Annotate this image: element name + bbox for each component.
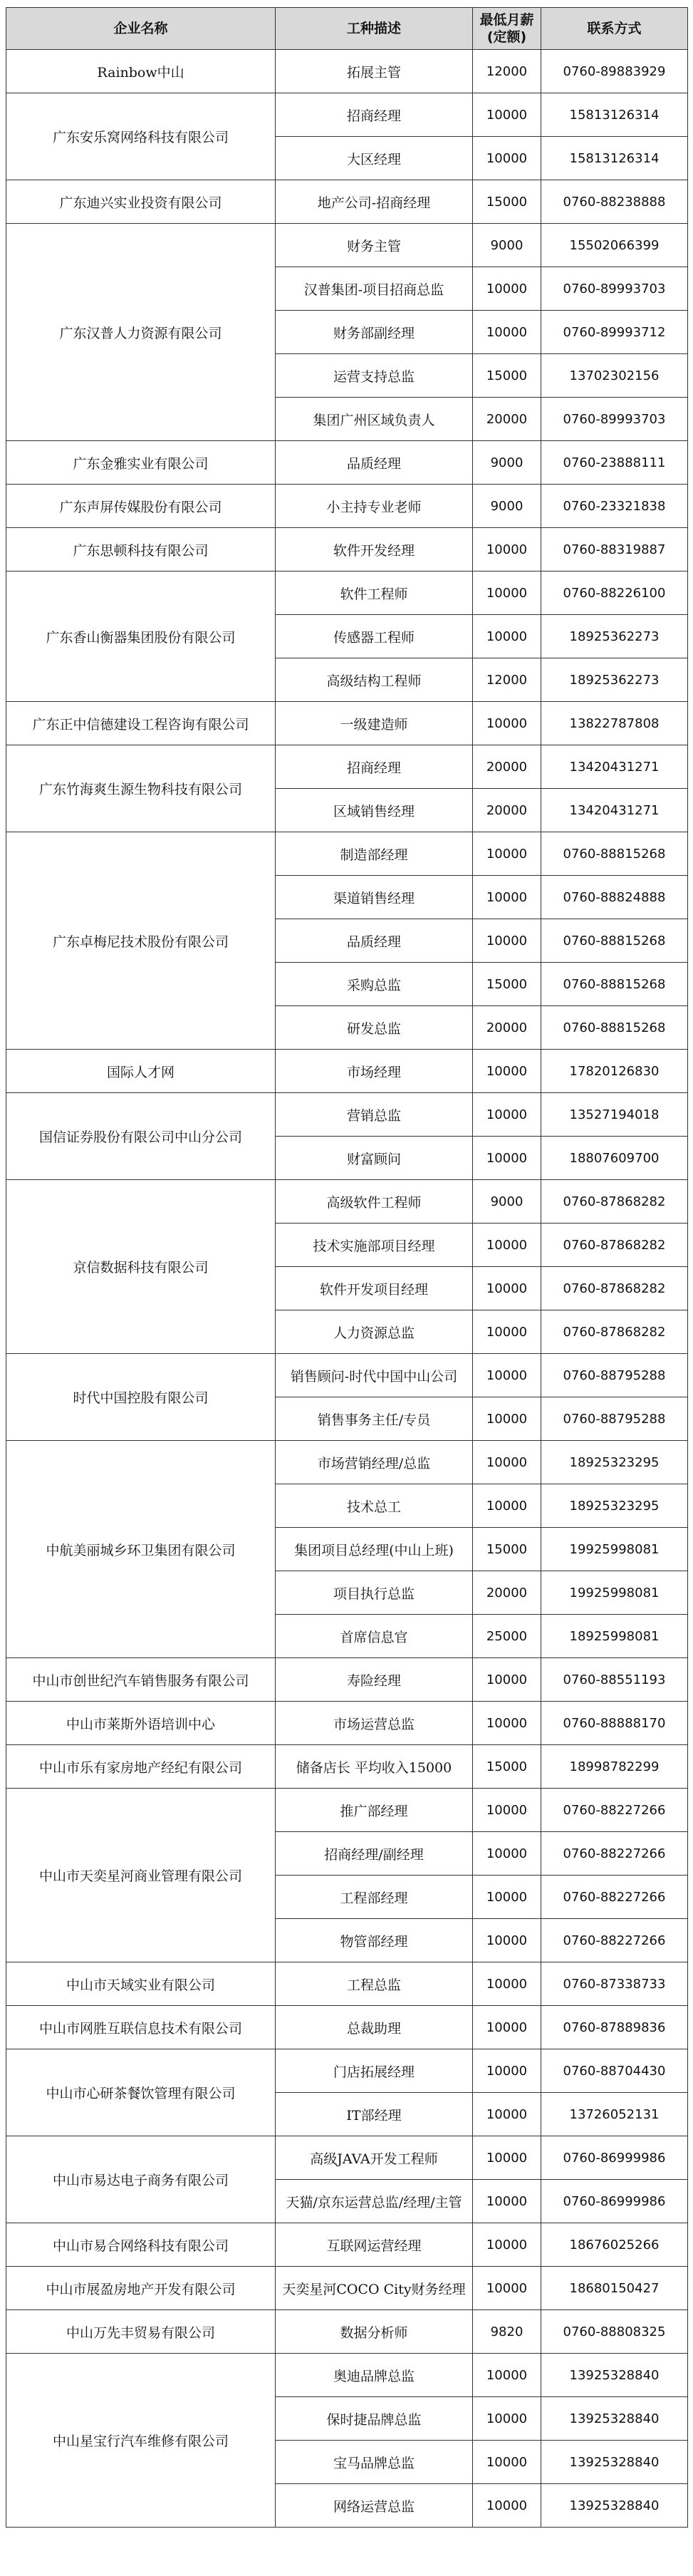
contact-cell: 19925998081: [541, 1571, 688, 1615]
position-cell: 运营支持总监: [276, 354, 473, 398]
contact-cell: 0760-87868282: [541, 1224, 688, 1267]
position-cell: 软件开发项目经理: [276, 1267, 473, 1310]
contact-cell: 0760-88227266: [541, 1876, 688, 1919]
salary-cell: 10000: [473, 1137, 541, 1180]
table-row: [6, 1354, 688, 1397]
salary-cell: 10000: [473, 1832, 541, 1876]
position-cell: 门店拓展经理: [276, 2049, 473, 2093]
contact-cell: 18925323295: [541, 1484, 688, 1528]
salary-cell: 10000: [473, 1441, 541, 1484]
position-cell: 品质经理: [276, 919, 473, 963]
position-cell: 销售顾问-时代中国中山公司: [276, 1354, 473, 1397]
position-cell: 区域销售经理: [276, 789, 473, 832]
job-listing-sheet: [6, 7, 687, 2528]
salary-cell: 10000: [473, 1267, 541, 1310]
company-name-cell: 中山市网胜互联信息技术有限公司: [6, 2006, 276, 2049]
company-name-cell: 广东迪兴实业投资有限公司: [6, 180, 276, 224]
position-cell: 寿险经理: [276, 1658, 473, 1702]
company-name-cell: 中山市天奕星河商业管理有限公司: [6, 1789, 276, 1962]
position-cell: 高级软件工程师: [276, 1180, 473, 1224]
contact-cell: 0760-86999986: [541, 2180, 688, 2223]
salary-cell: 10000: [473, 2267, 541, 2310]
position-cell: 储备店长 平均收入15000: [276, 1745, 473, 1789]
table-row: [6, 528, 688, 571]
contact-cell: 0760-89993703: [541, 398, 688, 441]
table-row: [6, 50, 688, 93]
position-cell: 一级建造师: [276, 702, 473, 745]
salary-cell: 10000: [473, 311, 541, 354]
contact-cell: 0760-88551193: [541, 1658, 688, 1702]
salary-cell: 9000: [473, 1180, 541, 1224]
contact-cell: 0760-88227266: [541, 1832, 688, 1876]
table-row: [6, 571, 688, 615]
contact-cell: 0760-88226100: [541, 571, 688, 615]
header-row: [6, 8, 688, 50]
salary-cell: 10000: [473, 2006, 541, 2049]
company-name-cell: 国际人才网: [6, 1050, 276, 1093]
contact-cell: 0760-87868282: [541, 1310, 688, 1354]
contact-cell: 0760-87868282: [541, 1180, 688, 1224]
header-salary: [473, 8, 541, 50]
company-name-cell: 中山市天域实业有限公司: [6, 1962, 276, 2006]
position-cell: 渠道销售经理: [276, 876, 473, 919]
contact-cell: 0760-23888111: [541, 441, 688, 485]
header-position: 工种描述: [276, 8, 473, 50]
salary-cell: 20000: [473, 1006, 541, 1050]
salary-cell: 10000: [473, 528, 541, 571]
position-cell: 人力资源总监: [276, 1310, 473, 1354]
salary-cell: 10000: [473, 2049, 541, 2093]
contact-cell: 13527194018: [541, 1093, 688, 1137]
contact-cell: 0760-87868282: [541, 1267, 688, 1310]
position-cell: 天猫/京东运营总监/经理/主管: [276, 2180, 473, 2223]
table-row: [6, 1702, 688, 1745]
table-row: [6, 1658, 688, 1702]
table-row: [6, 1789, 688, 1832]
table-row: [6, 224, 688, 267]
contact-cell: 18807609700: [541, 1137, 688, 1180]
position-cell: 天奕星河COCO City财务经理: [276, 2267, 473, 2310]
salary-cell: 10000: [473, 1919, 541, 1962]
contact-cell: 0760-88319887: [541, 528, 688, 571]
salary-cell: 10000: [473, 1354, 541, 1397]
salary-cell: 20000: [473, 398, 541, 441]
company-name-cell: 中山市易合网络科技有限公司: [6, 2223, 276, 2267]
contact-cell: 13925328840: [541, 2484, 688, 2528]
position-cell: 品质经理: [276, 441, 473, 485]
contact-cell: 18680150427: [541, 2267, 688, 2310]
contact-cell: 15813126314: [541, 93, 688, 137]
salary-cell: 9820: [473, 2310, 541, 2354]
contact-cell: 13702302156: [541, 354, 688, 398]
salary-cell: 9000: [473, 485, 541, 528]
company-name-cell: 京信数据科技有限公司: [6, 1180, 276, 1354]
contact-cell: 13726052131: [541, 2093, 688, 2136]
position-cell: 制造部经理: [276, 832, 473, 876]
position-cell: 营销总监: [276, 1093, 473, 1137]
table-row: [6, 2006, 688, 2049]
contact-cell: 0760-89993712: [541, 311, 688, 354]
contact-cell: 18925998081: [541, 1615, 688, 1658]
salary-cell: 10000: [473, 137, 541, 180]
contact-cell: 13420431271: [541, 789, 688, 832]
company-name-cell: 中山市易达电子商务有限公司: [6, 2136, 276, 2223]
contact-cell: 0760-23321838: [541, 485, 688, 528]
company-name-cell: 广东香山衡器集团股份有限公司: [6, 571, 276, 702]
table-row: [6, 1441, 688, 1484]
position-cell: 奥迪品牌总监: [276, 2354, 473, 2397]
salary-cell: 10000: [473, 1789, 541, 1832]
contact-cell: 0760-89883929: [541, 50, 688, 93]
table-body: [6, 50, 688, 2528]
table-row: [6, 1745, 688, 1789]
salary-cell: 10000: [473, 2093, 541, 2136]
company-name-cell: 中山市莱斯外语培训中心: [6, 1702, 276, 1745]
company-name-cell: 中山市展盈房地产开发有限公司: [6, 2267, 276, 2310]
position-cell: 技术总工: [276, 1484, 473, 1528]
company-name-cell: 时代中国控股有限公司: [6, 1354, 276, 1441]
salary-cell: 15000: [473, 354, 541, 398]
position-cell: 工程部经理: [276, 1876, 473, 1919]
job-table: [6, 7, 688, 2528]
salary-cell: 9000: [473, 224, 541, 267]
position-cell: 招商经理: [276, 745, 473, 789]
salary-cell: 10000: [473, 1484, 541, 1528]
company-name-cell: 中山星宝行汽车维修有限公司: [6, 2354, 276, 2528]
contact-cell: 18998782299: [541, 1745, 688, 1789]
contact-cell: 18925323295: [541, 1441, 688, 1484]
contact-cell: 0760-88815268: [541, 963, 688, 1006]
position-cell: 总裁助理: [276, 2006, 473, 2049]
salary-cell: 10000: [473, 571, 541, 615]
position-cell: 传感器工程师: [276, 615, 473, 658]
company-name-cell: 广东声屏传媒股份有限公司: [6, 485, 276, 528]
contact-cell: 13420431271: [541, 745, 688, 789]
position-cell: 汉普集团-项目招商总监: [276, 267, 473, 311]
company-name-cell: 中山市乐有家房地产经纪有限公司: [6, 1745, 276, 1789]
salary-cell: 10000: [473, 1224, 541, 1267]
salary-cell: 10000: [473, 702, 541, 745]
salary-cell: 10000: [473, 2354, 541, 2397]
table-row: [6, 2267, 688, 2310]
contact-cell: 0760-88888170: [541, 1702, 688, 1745]
salary-cell: 10000: [473, 1702, 541, 1745]
position-cell: 保时捷品牌总监: [276, 2397, 473, 2441]
salary-cell: 10000: [473, 2136, 541, 2180]
salary-cell: 10000: [473, 1658, 541, 1702]
contact-cell: 17820126830: [541, 1050, 688, 1093]
salary-cell: 10000: [473, 832, 541, 876]
contact-cell: 0760-88704430: [541, 2049, 688, 2093]
contact-cell: 0760-88808325: [541, 2310, 688, 2354]
position-cell: 软件工程师: [276, 571, 473, 615]
salary-cell: 10000: [473, 2484, 541, 2528]
salary-cell: 10000: [473, 2180, 541, 2223]
salary-cell: 20000: [473, 1571, 541, 1615]
position-cell: 研发总监: [276, 1006, 473, 1050]
table-row: [6, 1093, 688, 1137]
table-row: [6, 2136, 688, 2180]
header-company: 企业名称: [6, 8, 276, 50]
position-cell: 销售事务主任/专员: [276, 1397, 473, 1441]
table-row: [6, 832, 688, 876]
contact-cell: 0760-88795288: [541, 1397, 688, 1441]
salary-cell: 15000: [473, 1745, 541, 1789]
company-name-cell: 广东金雅实业有限公司: [6, 441, 276, 485]
position-cell: 市场运营总监: [276, 1702, 473, 1745]
contact-cell: 0760-88227266: [541, 1919, 688, 1962]
position-cell: 高级JAVA开发工程师: [276, 2136, 473, 2180]
position-cell: 地产公司-招商经理: [276, 180, 473, 224]
salary-cell: 15000: [473, 963, 541, 1006]
company-name-cell: 广东思顿科技有限公司: [6, 528, 276, 571]
salary-cell: 25000: [473, 1615, 541, 1658]
salary-cell: 10000: [473, 2441, 541, 2484]
position-cell: 采购总监: [276, 963, 473, 1006]
position-cell: 招商经理/副经理: [276, 1832, 473, 1876]
position-cell: 拓展主管: [276, 50, 473, 93]
company-name-cell: 广东安乐窝网络科技有限公司: [6, 93, 276, 180]
salary-cell: 10000: [473, 1093, 541, 1137]
position-cell: 宝马品牌总监: [276, 2441, 473, 2484]
position-cell: 财务主管: [276, 224, 473, 267]
contact-cell: 18676025266: [541, 2223, 688, 2267]
position-cell: 技术实施部项目经理: [276, 1224, 473, 1267]
position-cell: 工程总监: [276, 1962, 473, 2006]
position-cell: 小主持专业老师: [276, 485, 473, 528]
table-row: [6, 2049, 688, 2093]
position-cell: 首席信息官: [276, 1615, 473, 1658]
position-cell: 集团广州区域负责人: [276, 398, 473, 441]
salary-cell: 9000: [473, 441, 541, 485]
contact-cell: 19925998081: [541, 1528, 688, 1571]
position-cell: IT部经理: [276, 2093, 473, 2136]
contact-cell: 13925328840: [541, 2441, 688, 2484]
salary-cell: 10000: [473, 919, 541, 963]
position-cell: 财务部副经理: [276, 311, 473, 354]
position-cell: 软件开发经理: [276, 528, 473, 571]
salary-cell: 12000: [473, 658, 541, 702]
salary-cell: 10000: [473, 1310, 541, 1354]
position-cell: 数据分析师: [276, 2310, 473, 2354]
salary-cell: 10000: [473, 1876, 541, 1919]
company-name-cell: 中山市创世纪汽车销售服务有限公司: [6, 1658, 276, 1702]
contact-cell: 0760-88815268: [541, 919, 688, 963]
header-contact: 联系方式: [541, 8, 688, 50]
position-cell: 高级结构工程师: [276, 658, 473, 702]
company-name-cell: 广东卓梅尼技术股份有限公司: [6, 832, 276, 1050]
salary-cell: 10000: [473, 2397, 541, 2441]
contact-cell: 0760-88824888: [541, 876, 688, 919]
table-row: [6, 180, 688, 224]
salary-cell: 10000: [473, 1397, 541, 1441]
salary-cell: 15000: [473, 180, 541, 224]
contact-cell: 0760-86999986: [541, 2136, 688, 2180]
contact-cell: 0760-87338733: [541, 1962, 688, 2006]
position-cell: 市场营销经理/总监: [276, 1441, 473, 1484]
header-salary-line1: 最低月薪: [479, 12, 534, 28]
salary-cell: 20000: [473, 789, 541, 832]
table-row: [6, 702, 688, 745]
contact-cell: 0760-88227266: [541, 1789, 688, 1832]
contact-cell: 13925328840: [541, 2354, 688, 2397]
position-cell: 项目执行总监: [276, 1571, 473, 1615]
contact-cell: 18925362273: [541, 658, 688, 702]
salary-cell: 10000: [473, 267, 541, 311]
position-cell: 推广部经理: [276, 1789, 473, 1832]
contact-cell: 15813126314: [541, 137, 688, 180]
table-row: [6, 1180, 688, 1224]
table-row: [6, 2223, 688, 2267]
position-cell: 互联网运营经理: [276, 2223, 473, 2267]
position-cell: 招商经理: [276, 93, 473, 137]
table-row: [6, 745, 688, 789]
table-row: [6, 2310, 688, 2354]
contact-cell: 15502066399: [541, 224, 688, 267]
table-row: [6, 441, 688, 485]
company-name-cell: 广东汉普人力资源有限公司: [6, 224, 276, 441]
company-name-cell: 中航美丽城乡环卫集团有限公司: [6, 1441, 276, 1658]
company-name-cell: 国信证券股份有限公司中山分公司: [6, 1093, 276, 1180]
position-cell: 财富顾问: [276, 1137, 473, 1180]
salary-cell: 10000: [473, 1962, 541, 2006]
salary-cell: 10000: [473, 2223, 541, 2267]
salary-cell: 15000: [473, 1528, 541, 1571]
table-row: [6, 485, 688, 528]
table-row: [6, 93, 688, 137]
contact-cell: 0760-88815268: [541, 1006, 688, 1050]
company-name-cell: 中山市心研茶餐饮管理有限公司: [6, 2049, 276, 2136]
salary-cell: 20000: [473, 745, 541, 789]
salary-cell: 10000: [473, 876, 541, 919]
salary-cell: 10000: [473, 615, 541, 658]
table-row: [6, 1962, 688, 2006]
contact-cell: 0760-89993703: [541, 267, 688, 311]
contact-cell: 0760-88815268: [541, 832, 688, 876]
company-name-cell: 中山万先丰贸易有限公司: [6, 2310, 276, 2354]
position-cell: 市场经理: [276, 1050, 473, 1093]
contact-cell: 0760-88795288: [541, 1354, 688, 1397]
table-row: [6, 1050, 688, 1093]
company-name-cell: 广东竹海爽生源生物科技有限公司: [6, 745, 276, 832]
contact-cell: 0760-87889836: [541, 2006, 688, 2049]
company-name-cell: 广东正中信德建设工程咨询有限公司: [6, 702, 276, 745]
contact-cell: 13822787808: [541, 702, 688, 745]
table-row: [6, 2354, 688, 2397]
salary-cell: 10000: [473, 1050, 541, 1093]
contact-cell: 13925328840: [541, 2397, 688, 2441]
header-salary-line2: (定额): [486, 29, 527, 45]
company-name-cell: Rainbow中山: [6, 50, 276, 93]
salary-cell: 10000: [473, 93, 541, 137]
contact-cell: 0760-88238888: [541, 180, 688, 224]
position-cell: 大区经理: [276, 137, 473, 180]
salary-cell: 12000: [473, 50, 541, 93]
position-cell: 集团项目总经理(中山上班): [276, 1528, 473, 1571]
position-cell: 网络运营总监: [276, 2484, 473, 2528]
contact-cell: 18925362273: [541, 615, 688, 658]
position-cell: 物管部经理: [276, 1919, 473, 1962]
